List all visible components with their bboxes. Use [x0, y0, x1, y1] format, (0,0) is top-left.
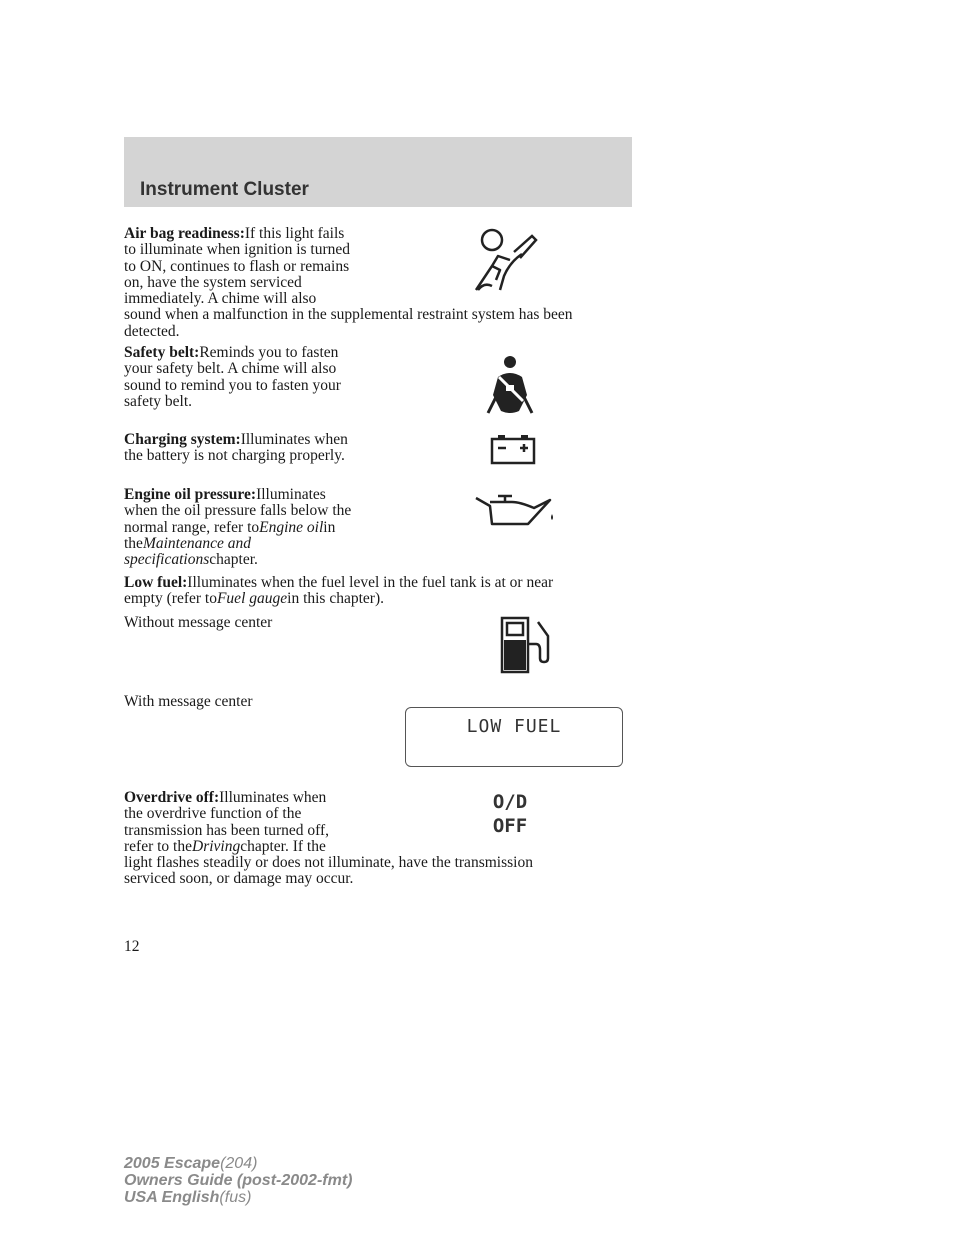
oil-can-icon: [472, 492, 560, 528]
footer-language: USA English: [124, 1189, 220, 1206]
od-line-1: O/D: [492, 791, 528, 813]
overdrive-paragraph: Overdrive off:Illuminates when the overdrive function of the transmission has been turned off, refer to theDrivingchapter. If the light flashes steadily or does not illuminate, have the transmission serviced soon, or damage may occur.: [124, 789, 533, 888]
safety-label: Safety belt:: [124, 344, 200, 361]
low-fuel-paragraph: Low fuel:Illuminates when the fuel level in the fuel tank is at or near empty (refer toFuel gaugein this chapter).: [124, 574, 554, 608]
airbag-paragraph: Air bag readiness:If this light fails to illuminate when ignition is turned to ON, continues to flash or remains on, have the system serviced immediately. A chime will also sound when a malfunction in the supplemental restraint system has been detected.: [124, 225, 573, 340]
page-number: 12: [124, 938, 140, 955]
overdrive-label: Overdrive off:: [124, 789, 220, 806]
charging-paragraph: Charging system:Illuminates when the battery is not charging properly.: [124, 431, 348, 465]
airbag-label: Air bag readiness:: [124, 225, 245, 242]
footer-model-code: (204): [220, 1155, 258, 1172]
oil-paragraph: Engine oil pressure:Illuminates when the oil pressure falls below the normal range, refer toEngine oilin theMaintenance and specificationschapter.: [124, 486, 352, 569]
charging-label: Charging system:: [124, 431, 241, 448]
without-message-center: Without message center: [124, 614, 273, 631]
footer-model: 2005 Escape: [124, 1155, 221, 1172]
section-header: [124, 137, 632, 207]
message-center-display: [405, 707, 623, 767]
footer-language-code: (fus): [219, 1189, 252, 1206]
safety-belt-paragraph: Safety belt:Reminds you to fasten your safety belt. A chime will also sound to remind you to fasten your safety belt.: [124, 344, 341, 410]
airbag-icon: [470, 226, 542, 298]
od-line-2: OFF: [492, 815, 528, 837]
with-message-center: With message center: [124, 693, 253, 710]
fuel-label: Low fuel:: [124, 574, 188, 591]
fuel-pump-icon: [498, 614, 554, 676]
seatbelt-icon: [485, 355, 535, 415]
section-title: Instrument Cluster: [140, 179, 309, 200]
document-footer: [124, 1155, 352, 1206]
footer-guide: Owners Guide (post-2002-fmt): [124, 1172, 353, 1189]
oil-label: Engine oil pressure:: [124, 486, 257, 503]
battery-icon: [490, 433, 536, 465]
od-off-indicator: [470, 790, 550, 838]
low-fuel-display-text: LOW FUEL: [466, 716, 562, 737]
